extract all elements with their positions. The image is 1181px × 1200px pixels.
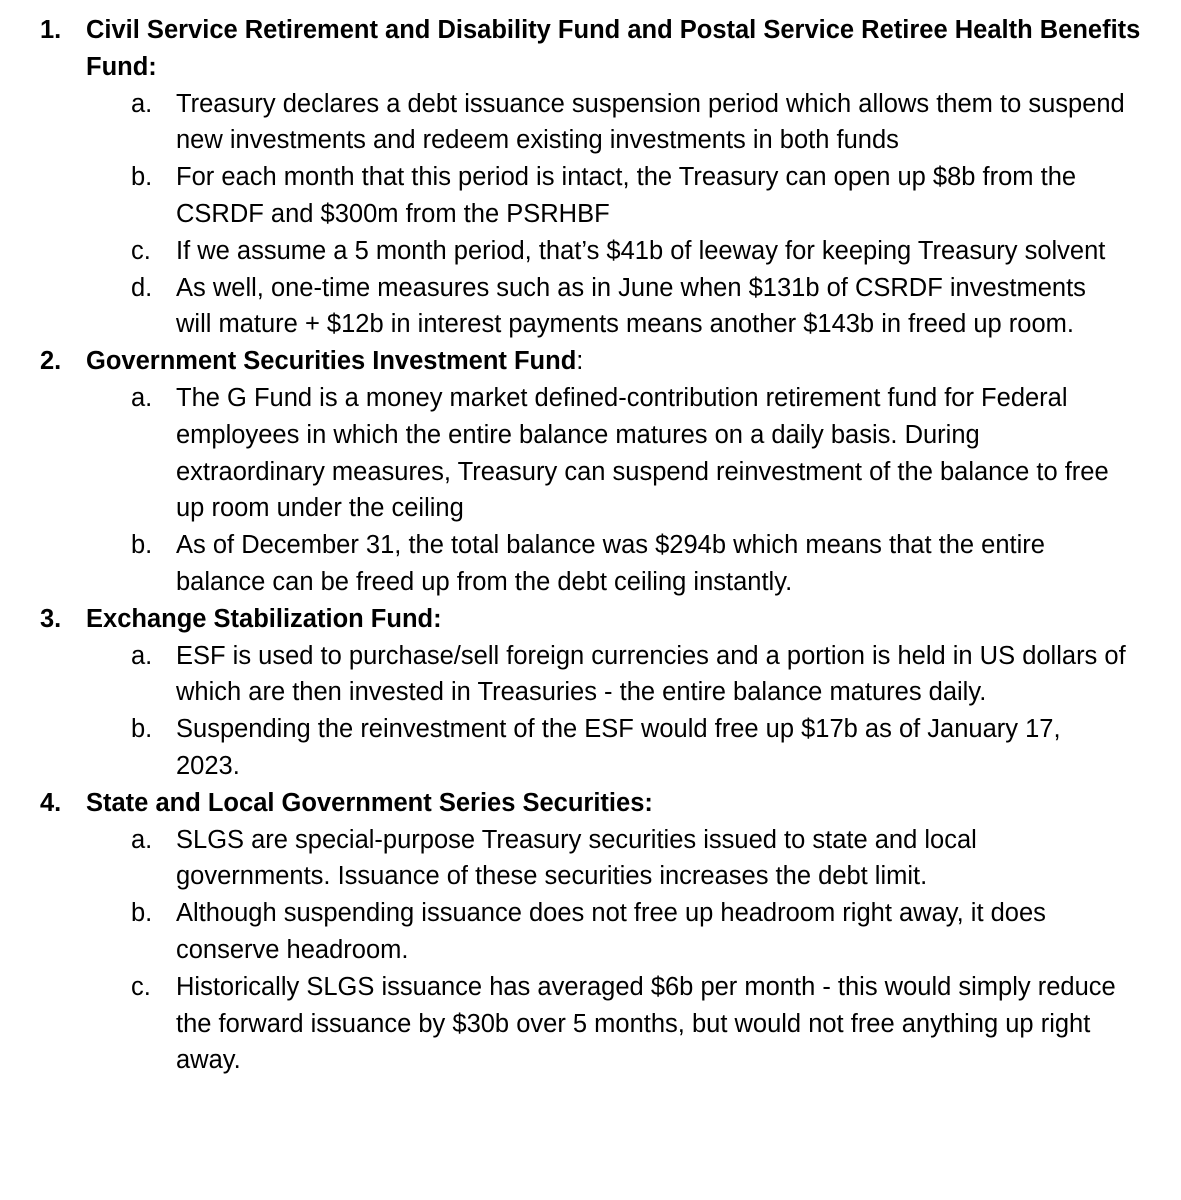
item-letter: d. — [131, 273, 153, 302]
section-heading — [0, 601, 1181, 638]
list-item — [0, 86, 1181, 160]
item-text: Historically SLGS issuance has averaged $6b per month - this would simply reduce the forward issuance by $30b over 5 months, but would not free anything up right away. — [176, 972, 1116, 1075]
section-number: 4. — [40, 788, 62, 817]
section-title-suffix: : — [576, 347, 584, 376]
section-title: Government Securities Investment Fund — [86, 347, 577, 376]
item-letter: a. — [131, 825, 153, 854]
section-1 — [0, 12, 1181, 343]
list-item — [0, 527, 1181, 601]
section-heading — [0, 12, 1181, 86]
item-text: As of December 31, the total balance was $294b which means that the entire balance can be freed up from the debt ceiling instantly. — [176, 531, 1045, 596]
item-text: ESF is used to purchase/sell foreign currencies and a portion is held in US dollars of which are then invested in Treasuries - the entire balance matures daily. — [176, 641, 1126, 707]
section-4 — [0, 785, 1181, 1079]
section-2 — [0, 343, 1181, 601]
list-item — [0, 895, 1181, 969]
section-title: Exchange Stabilization Fund: — [86, 604, 442, 633]
item-text: If we assume a 5 month period, that’s $41b of leeway for keeping Treasury solvent — [176, 236, 1106, 265]
item-letter: b. — [131, 899, 153, 928]
item-letter: a. — [131, 641, 153, 670]
section-number: 3. — [40, 604, 62, 633]
section-title: Civil Service Retirement and Disability Fund and Postal Service Retiree Health Benefits Fund: — [86, 16, 1141, 81]
item-letter: c. — [131, 972, 151, 1001]
list-item — [0, 270, 1181, 344]
item-letter: c. — [131, 236, 151, 265]
section-heading — [0, 785, 1181, 822]
item-text: Treasury declares a debt issuance suspension period which allows them to suspend new investments and redeem existing investments in both funds — [176, 89, 1125, 155]
item-letter: a. — [131, 89, 153, 118]
item-text: For each month that this period is intact, the Treasury can open up $8b from the CSRDF and $300m from the PSRHBF — [176, 163, 1077, 228]
item-letter: b. — [131, 163, 153, 192]
list-item — [0, 822, 1181, 896]
item-letter: b. — [131, 531, 153, 560]
list-item — [0, 711, 1181, 785]
item-text: Suspending the reinvestment of the ESF would free up $17b as of January 17, 2023. — [176, 715, 1061, 780]
list-item — [0, 380, 1181, 527]
item-letter: a. — [131, 383, 153, 412]
item-text: As well, one-time measures such as in June when $131b of CSRDF investments will mature + $12b in interest payments means another $143b in freed up room. — [176, 273, 1086, 339]
item-text: The G Fund is a money market defined-contribution retirement fund for Federal employees in which the entire balance matures on a daily basis. During extraordinary measures, Treasury can suspend reinvestment of the balance to free up room under the ceiling — [176, 383, 1109, 523]
section-3 — [0, 601, 1181, 785]
list-item — [0, 638, 1181, 712]
section-heading — [0, 343, 1181, 380]
section-number: 1. — [40, 16, 62, 44]
item-letter: b. — [131, 715, 153, 744]
section-number: 2. — [40, 347, 62, 376]
item-text: SLGS are special-purpose Treasury securities issued to state and local governments. Issuance of these securities increases the debt limit. — [176, 825, 977, 891]
list-item — [0, 159, 1181, 233]
section-title: State and Local Government Series Securities: — [86, 788, 653, 817]
item-text: Although suspending issuance does not free up headroom right away, it does conserve headroom. — [176, 899, 1046, 964]
list-item — [0, 969, 1181, 1079]
list-item — [0, 233, 1181, 270]
